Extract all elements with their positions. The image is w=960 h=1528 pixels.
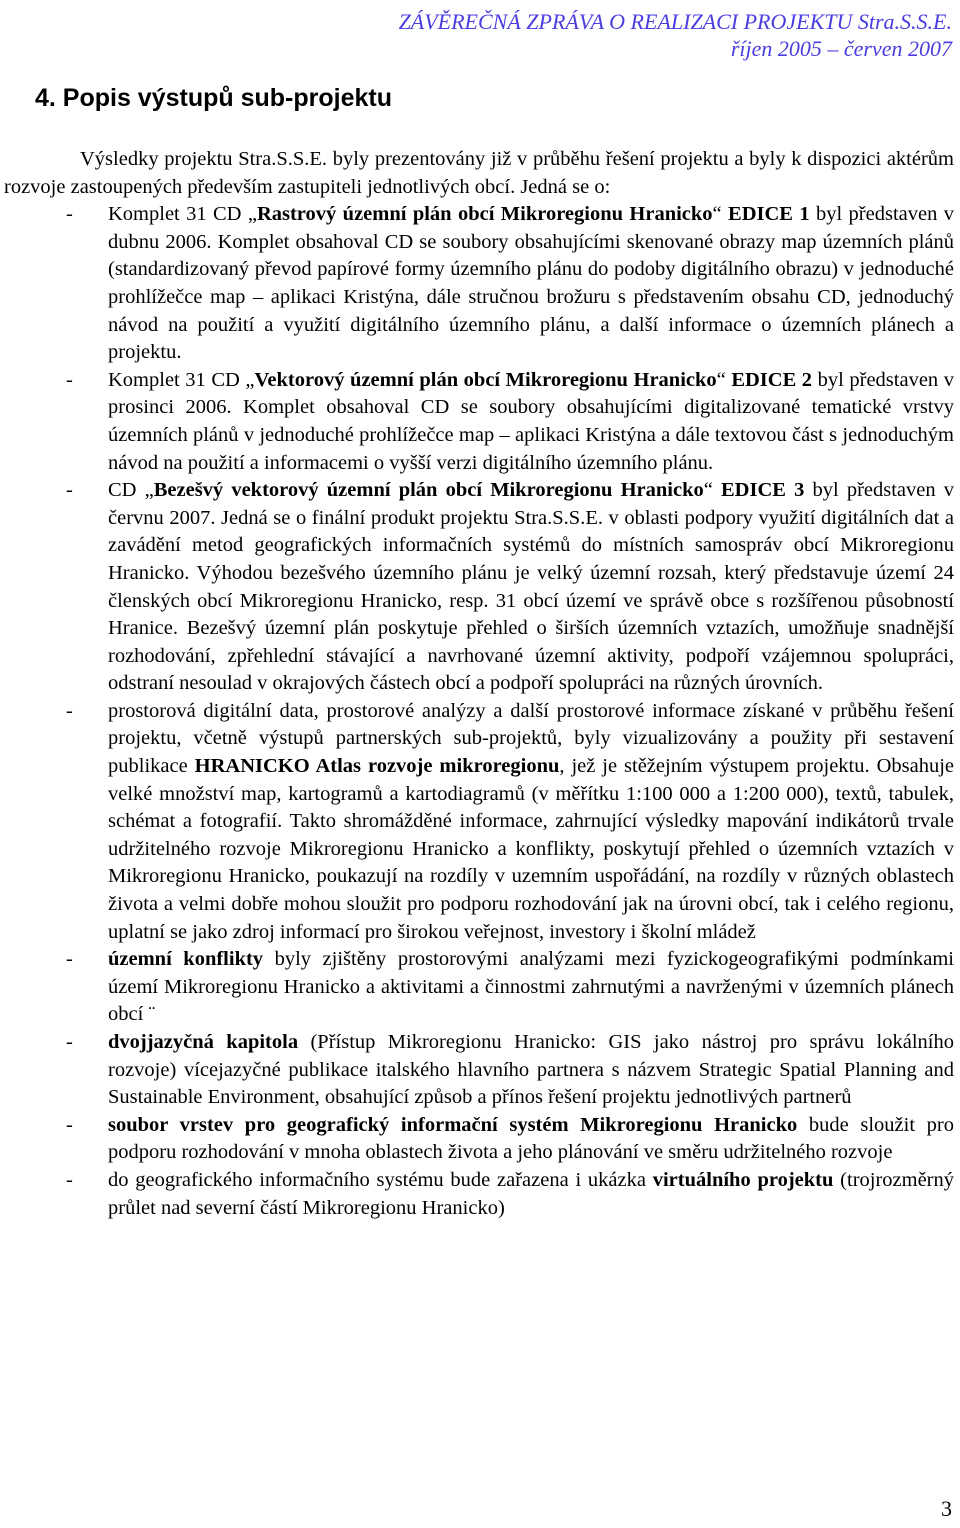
list-dash: - — [66, 1168, 73, 1191]
item-bold: územní konflikty — [108, 948, 264, 971]
list-dash: - — [66, 1113, 73, 1136]
item-text: prostorová digitální data, prostorové analýzy a další prostorové informace získané v průběhu řešení projektu, včetně výstupů partnerských sub-projektů, byly vizualizovány a použity při sestavení publikace — [108, 699, 954, 778]
item-bold: Bezešvý vektorový územní plán obcí Mikroregionu Hranicko — [153, 479, 704, 502]
item-bold: EDICE 3 — [720, 479, 805, 502]
item-bold: dvojjazyčná kapitola — [108, 1031, 299, 1053]
list-dash: - — [66, 368, 73, 391]
header-title: ZÁVĚREČNÁ ZPRÁVA O REALIZACI PROJEKTU Stra.S.S.E. — [398, 9, 952, 34]
list-dash: - — [66, 699, 73, 722]
list-item — [4, 946, 954, 1029]
list-item — [4, 201, 954, 367]
page-number: 3 — [941, 1496, 952, 1521]
list-item — [4, 1029, 954, 1112]
item-bold: EDICE 1 — [728, 203, 810, 226]
item-text: byly zjištěny prostorovými analýzami mezi fyzickogeografikými podmínkami území Mikroregionu Hranicko a aktivitami a činnostmi zahrnutými a navrženými v územních plánech obcí ¨ — [108, 948, 954, 1026]
item-text: Komplet 31 CD „ — [108, 368, 255, 391]
item-bold: HRANICKO Atlas rozvoje mikroregionu — [194, 755, 560, 778]
item-bold: Vektorový územní plán obcí Mikroregionu Hranicko — [254, 368, 717, 391]
list-dash: - — [66, 948, 73, 971]
item-text: CD „ — [108, 479, 154, 502]
document-header — [399, 8, 952, 62]
item-text: “ — [716, 368, 732, 391]
list-item — [4, 698, 954, 946]
item-text: (Přístup Mikroregionu Hranicko: GIS jako nástroj pro správu lokálního rozvoje) vícejazyčné publikace italského hlavního partnera s názvem Strategic Spatial Planning and Sustainable Environment, obsahující způsob a přínos řešení projektu jednotlivých partnerů — [108, 1031, 954, 1109]
item-text: byl představen v prosinci 2006. Komplet obsahoval CD se soubory obsahujícími digitalizované tematické vrstvy územních plánů v jednoduché prohlížečce map – aplikaci Kristýna a dále textovou část s jednoduchým návod na použití a informacemi o vyšší verzi digitálního územního plánu. — [108, 368, 954, 474]
item-text: do geografického informačního systému bude zařazena i ukázka — [108, 1168, 653, 1191]
list-item — [4, 477, 954, 698]
header-period: říjen 2005 – červen 2007 — [730, 36, 952, 61]
list-dash: - — [66, 203, 73, 226]
item-text: byl představen v dubnu 2006. Komplet obsahoval CD se soubory obsahujícími skenované obrazy map územních plánů (standardizovaný převod papírové formy územního plánu do podoby digitálního obrazu) v jednoduché prohlížečce map – aplikaci Kristýna, dále stručnou brožuru s představením obsahu CD, jednoduchý návod na použití a využití digitálního územního plánu, a další informace o územních plánech a projektu. — [108, 203, 954, 364]
list-dash: - — [66, 1031, 73, 1053]
section-title: 4. Popis výstupů sub-projektu — [35, 84, 392, 112]
item-bold: soubor vrstev pro geografický informační systém Mikroregionu Hranicko — [108, 1113, 798, 1136]
item-text: Komplet 31 CD „ — [108, 203, 257, 226]
document-body — [4, 146, 954, 1222]
list-item — [4, 1167, 954, 1222]
list-item — [4, 1112, 954, 1167]
item-text: , jež je stěžejním výstupem projektu. Obsahuje velké množství map, kartogramů a kartodiagramů (v měřítku 1:100 000 a 1:200 000), textů, tabulek, schémat a fotografií. Takto shromážděné informace, zahrnující výsledky mapování indikátorů trvale udržitelného rozvoje Mikroregionu Hranicko a konflikty, poskytují přehled o územních vztazích v Mikroregionu Hranicko, poukazují na rozdíly v uzemním uspořádání, na rozdíly v různých oblastech života a velmi dobře mohou sloužit pro podporu rozhodování jak na úrovni obcí, tak i celého regionu, uplatní se jako zdroj informací pro širokou veřejnost, investory i školní mládež — [108, 755, 954, 943]
item-text: byl představen v červnu 2007. Jedná se o finální produkt projektu Stra.S.S.E. v oblasti podpory využití digitálních dat a zavádění metod geografických informačních systémů do místních samospráv obcí Mikroregionu Hranicko. Výhodou bezešvého územního plánu je velký územní rozsah, který představuje území 24 členských obcí Mikroregionu Hranicko, resp. 31 obcí území ve správě obce s rozšířenou působností Hranice. Bezešvý územní plán poskytuje přehled o širších územních vztazích, umožňuje snadnější rozhodování, zpřehlední stávající a navrhované územní aktivity, podpoří vzájemnou spolupráci, odstraní nesoulad v okrajových částech obcí a podpoří spolupráci na různých úrovních. — [108, 479, 955, 695]
item-bold: Rastrový územní plán obcí Mikroregionu Hranicko — [256, 203, 713, 226]
item-bold: virtuálního projektu — [652, 1168, 834, 1191]
output-list — [4, 201, 954, 1222]
item-text: “ — [712, 203, 729, 226]
intro-paragraph: Výsledky projektu Stra.S.S.E. byly prezentovány již v průběhu řešení projektu a byly k dispozici aktérům rozvoje zastoupených především zastupiteli jednotlivých obcí. Jedná se o: — [4, 148, 954, 198]
item-bold: EDICE 2 — [731, 368, 813, 391]
item-text: bude sloužit pro podporu rozhodování v mnoha oblastech života a jeho plánování ve směru udržitelného rozvoje — [108, 1113, 954, 1164]
item-text: (trojrozměrný průlet nad severní částí Mikroregionu Hranicko) — [108, 1168, 955, 1219]
item-text: “ — [703, 479, 721, 502]
list-item — [4, 367, 954, 477]
list-dash: - — [66, 479, 73, 502]
